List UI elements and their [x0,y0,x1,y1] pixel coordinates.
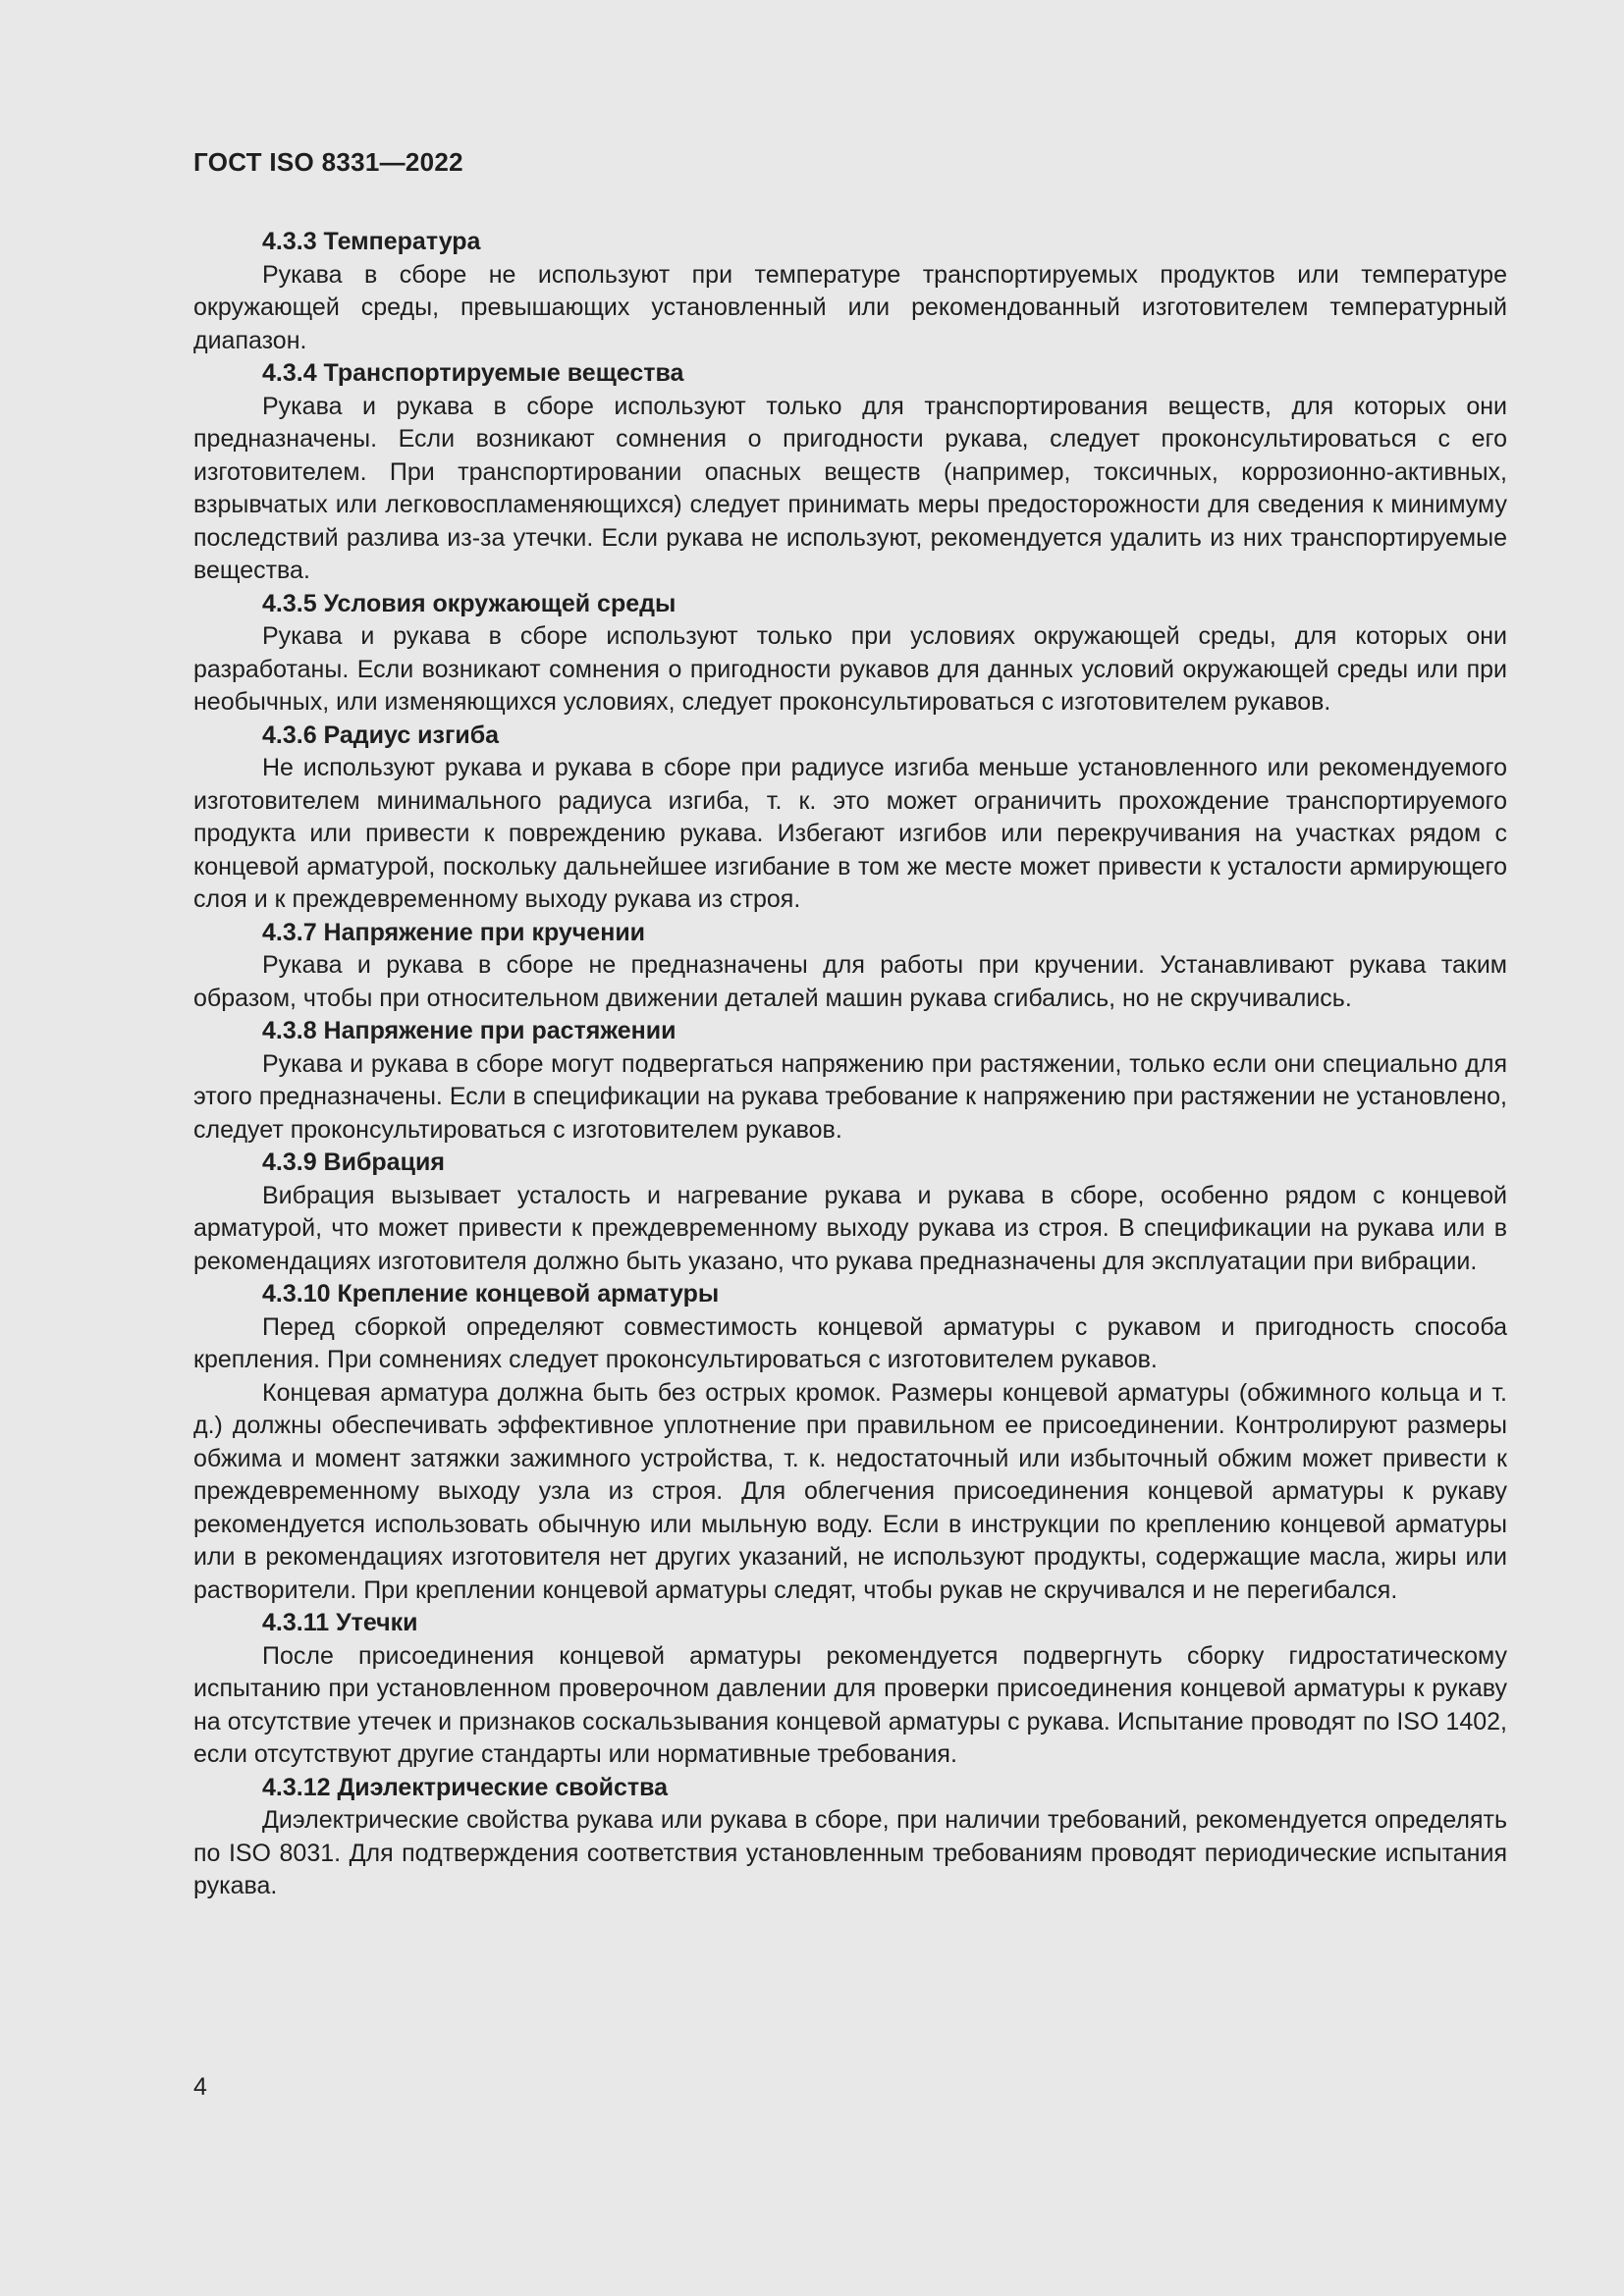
section-4-3-7 [193,917,1507,1016]
paragraph: Вибрация вызывает усталость и нагревание рукава и рукава в сборе, особенно рядом с концевой арматурой, что может привести к преждевременному выходу рукава из строя. В спецификации на рукава или в рекомендациях изготовителя должно быть указано, что рукава предназначены для эксплуатации при вибрации. [193,1181,1507,1275]
paragraph: Рукава и рукава в сборе используют только для транспортирования веществ, для которых они предназначены. Если возникают сомнения о пригодности рукава, следует проконсультироваться с его изготовителем. При транспортировании опасных веществ (например, токсичных, коррозионно-активных, взрывчатых или легковоспламеняющихся) следует принимать меры предосторожности для сведения к минимуму последствий разлива из-за утечки. Если рукава не используют, рекомендуется удалить из них транспортируемые вещества. [193,392,1507,584]
page-number: 4 [193,2073,207,2101]
paragraph: Рукава и рукава в сборе могут подвергаться напряжению при растяжении, только если они специально для этого предназначены. Если в спецификации на рукава требование к напряжению при растяжении не установлено, следует проконсультироваться с изготовителем рукавов. [193,1049,1507,1144]
section-heading: 4.3.11 Утечки [262,1609,418,1636]
section-heading: 4.3.6 Радиус изгиба [262,721,500,749]
paragraph: Концевая арматура должна быть без острых кромок. Размеры концевой арматуры (обжимного кольца и т. д.) должны обеспечивать эффективное уплотнение при правильном ее присоединении. Контролируют размеры обжима и момент затяжки зажимного устройства, т. к. недостаточный или избыточный обжим может привести к преждевременному выходу узла из строя. Для облегчения присоединения концевой арматуры к рукаву рекомендуется использовать обычную или мыльную воду. Если в инструкции по креплению концевой арматуры или в рекомендациях изготовителя нет других указаний, не используют продукты, содержащие масла, жиры или растворители. При креплении концевой арматуры следят, чтобы рукав не скручивался и не перегибался. [193,1378,1507,1604]
section-heading: 4.3.9 Вибрация [262,1148,445,1176]
paragraph: Рукава и рукава в сборе не предназначены для работы при кручении. Устанавливают рукава таким образом, чтобы при относительном движении деталей машин рукава сгибались, но не скручивались. [193,951,1507,1012]
section-4-3-4 [193,357,1507,588]
section-heading: 4.3.3 Температура [262,228,481,255]
section-heading: 4.3.5 Условия окружающей среды [262,589,677,617]
paragraph: Рукава и рукава в сборе используют только при условиях окружающей среды, для которых они разработаны. Если возникают сомнения о пригодности рукавов для данных условий окружающей среды или при необычных, или изменяющихся условиях, следует проконсультироваться с изготовителем рукавов. [193,622,1507,716]
section-4-3-9 [193,1147,1507,1278]
paragraph: Диэлектрические свойства рукава или рукава в сборе, при наличии требований, рекомендуется определять по ISO 8031. Для подтверждения соответствия установленным требованиям проводят периодические испытания рукава. [193,1806,1507,1899]
section-4-3-11 [193,1607,1507,1772]
paragraph: Не используют рукава и рукава в сборе при радиусе изгиба меньше установленного или рекомендуемого изготовителем минимального радиуса изгиба, т. к. это может ограничить прохождение транспортируемого продукта или привести к повреждению рукава. Избегают изгибов или перекручивания на участках рядом с концевой арматурой, поскольку дальнейшее изгибание в том же месте может привести к усталости армирующего слоя и к преждевременному выходу рукава из строя. [193,754,1507,913]
document-code-header: ГОСТ ISO 8331—2022 [193,147,463,177]
section-4-3-6 [193,720,1507,917]
paragraph: После присоединения концевой арматуры рекомендуется подвергнуть сборку гидростатическому испытанию при установленном проверочном давлении для проверки присоединения концевой арматуры к рукаву на отсутствие утечек и признаков соскальзывания концевой арматуры с рукава. Испытание проводят по ISO 1402, если отсутствуют другие стандарты или нормативные требования. [193,1641,1507,1768]
paragraph: Рукава в сборе не используют при температуре транспортируемых продуктов или температуре окружающей среды, превышающих установленный или рекомендованный изготовителем температурный диапазон. [193,260,1507,354]
section-4-3-12 [193,1772,1507,1903]
section-heading: 4.3.10 Крепление концевой арматуры [262,1280,720,1308]
section-4-3-5 [193,588,1507,720]
document-body [193,226,1507,1903]
section-4-3-3 [193,226,1507,357]
section-heading: 4.3.4 Транспортируемые вещества [262,359,684,387]
paragraph: Перед сборкой определяют совместимость концевой арматуры с рукавом и пригодность способа крепления. При сомнениях следует проконсультироваться с изготовителем рукавов. [193,1312,1507,1373]
section-heading: 4.3.8 Напряжение при растяжении [262,1017,677,1044]
section-4-3-10 [193,1278,1507,1607]
section-4-3-8 [193,1015,1507,1147]
section-heading: 4.3.7 Напряжение при кручении [262,918,646,946]
section-heading: 4.3.12 Диэлектрические свойства [262,1773,669,1801]
